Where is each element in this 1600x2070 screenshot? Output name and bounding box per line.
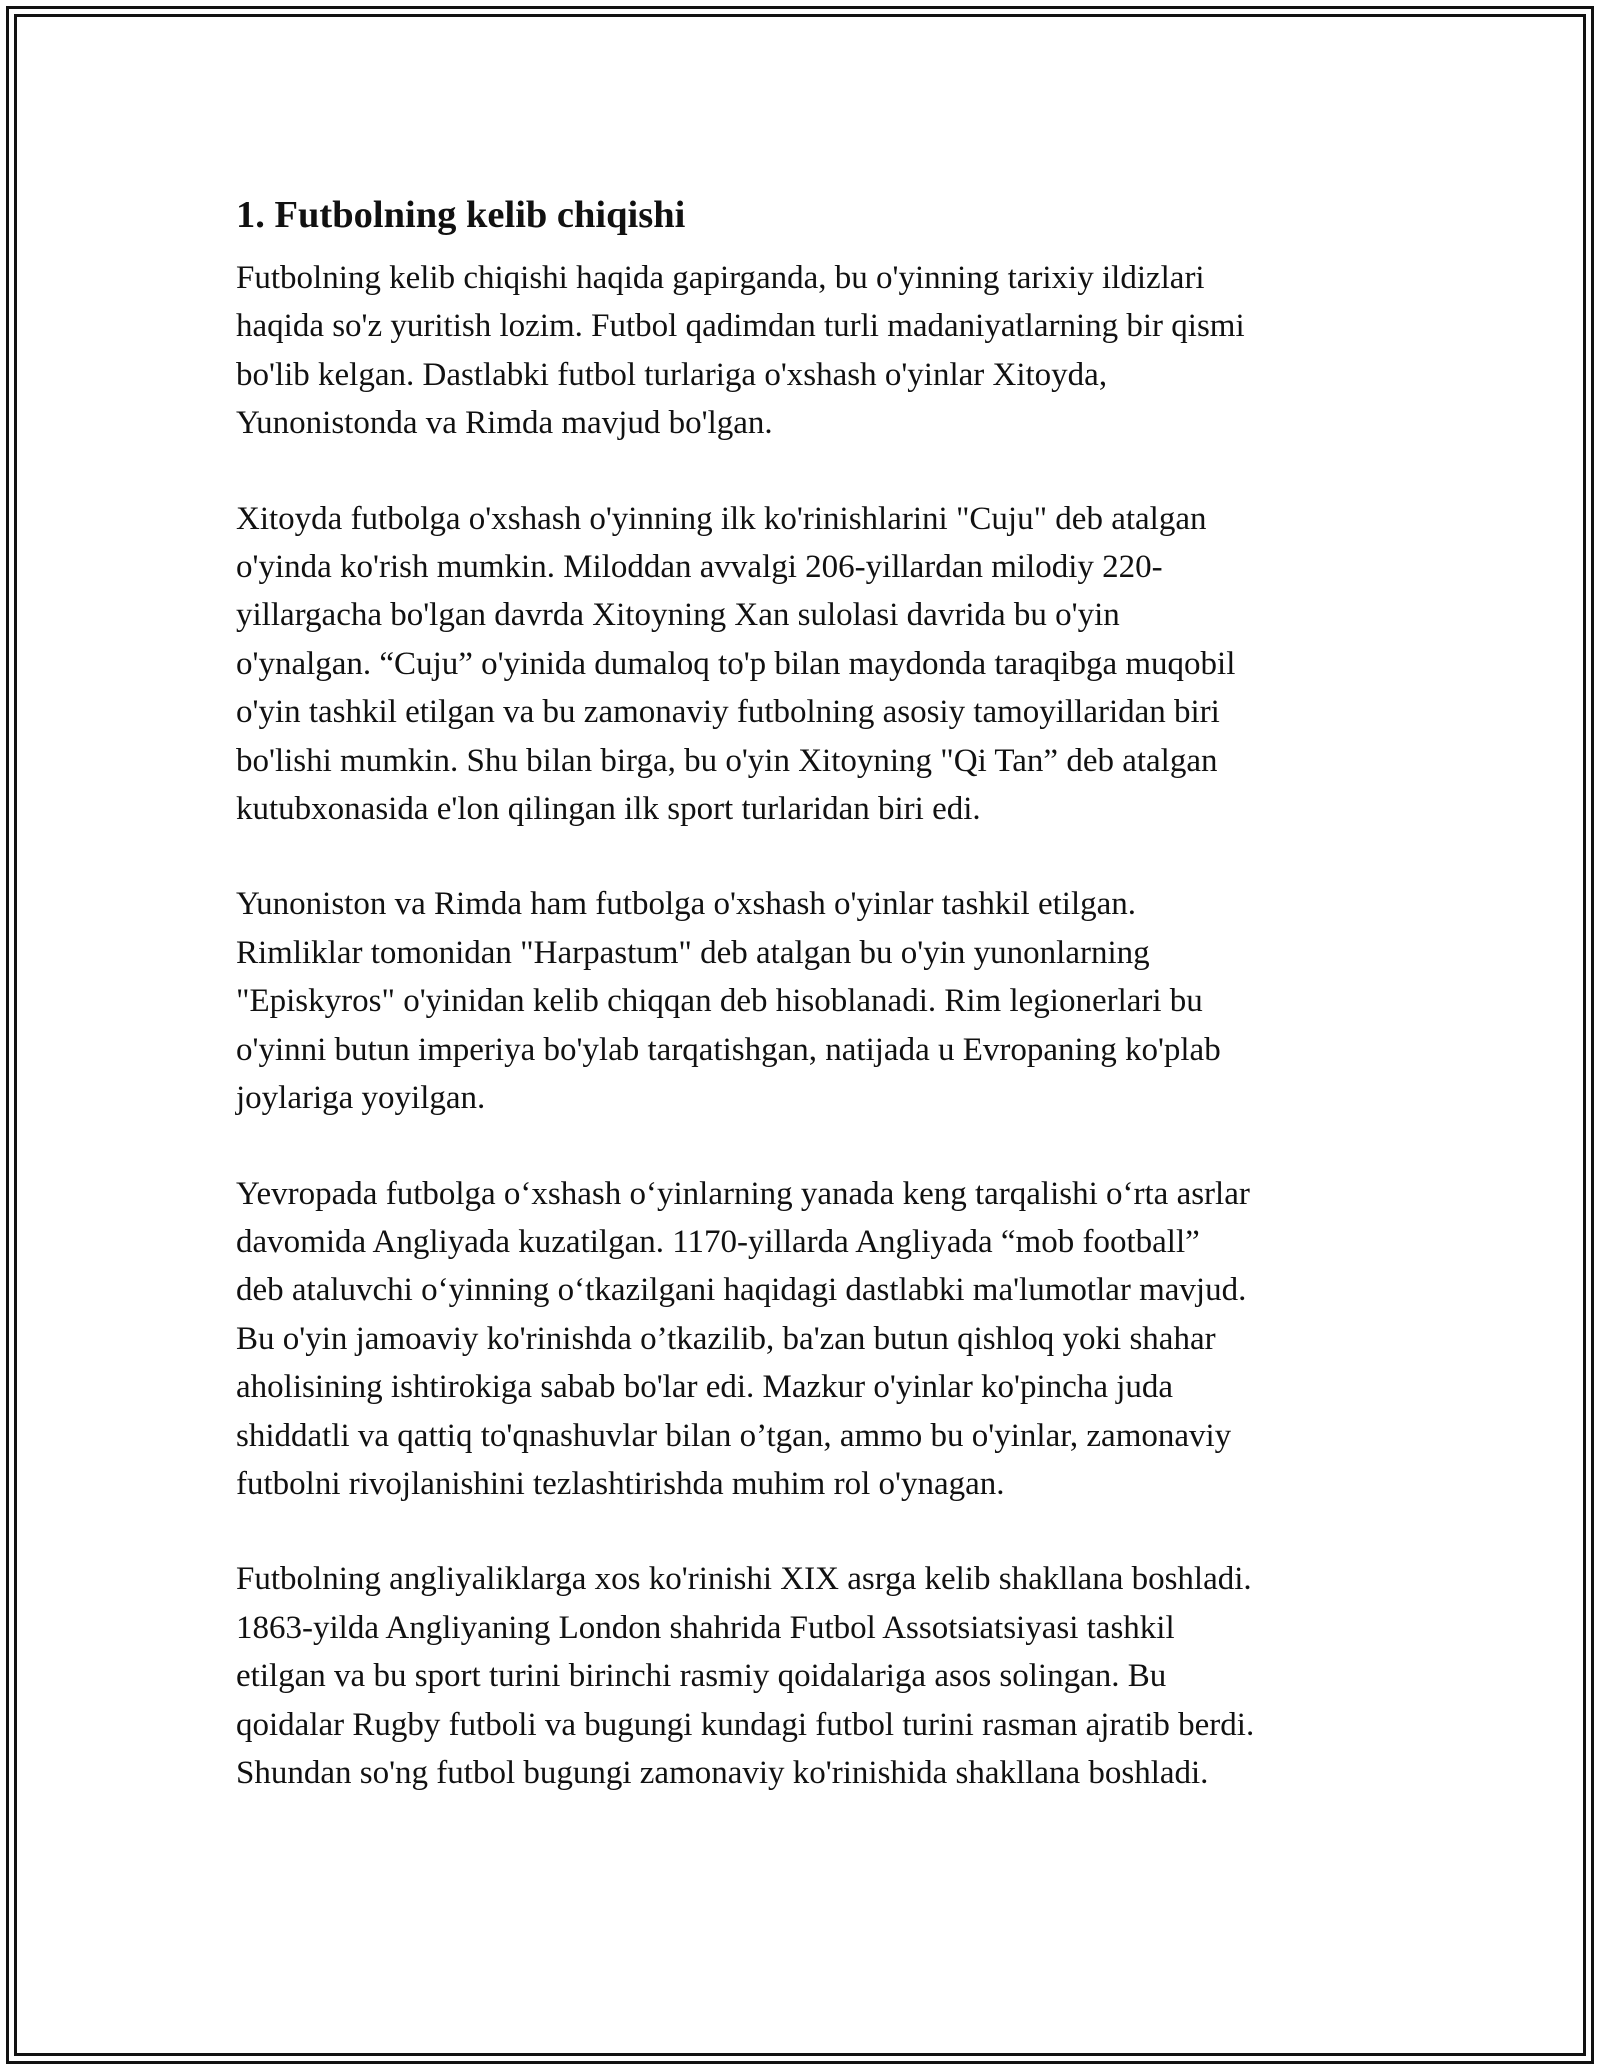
paragraph-line: davomida Angliyada kuzatilgan. 1170-yillarda Angliyada “mob football” <box>236 1223 1200 1260</box>
paragraph-line: o'yin tashkil etilgan va bu zamonaviy futbolning asosiy tamoyillaridan biri <box>236 694 1220 731</box>
paragraph-line: etilgan va bu sport turini birinchi rasmiy qoidalariga asos solingan. Bu <box>236 1658 1167 1695</box>
paragraph-origins <box>236 254 1371 448</box>
paragraph-line: qoidalar Rugby futboli va bugungi kundagi futbol turini rasman ajratib berdi. <box>236 1706 1255 1743</box>
paragraph-line: Rimliklar tomonidan "Harpastum" deb atalgan bu o'yin yunonlarning <box>236 934 1150 971</box>
paragraph-line: Yevropada futbolga oʻxshash oʻyinlarning yanada keng tarqalishi oʻrta asrlar <box>236 1175 1250 1212</box>
paragraph-line: aholisining ishtirokiga sabab bo'lar edi. Mazkur o'yinlar ko'pincha juda <box>236 1369 1174 1406</box>
paragraph-line: bo'lishi mumkin. Shu bilan birga, bu o'yin Xitoyning "Qi Tan” deb atalgan <box>236 742 1218 779</box>
paragraph-line: deb ataluvchi oʻyinning oʻtkazilgani haqidagi dastlabki ma'lumotlar mavjud. <box>236 1272 1247 1309</box>
paragraph-line: "Episkyros" o'yinidan kelib chiqqan deb hisoblanadi. Rim legionerlari bu <box>236 983 1203 1020</box>
paragraph-line: Futbolning angliyaliklarga xos ko'rinishi XIX asrga kelib shakllana boshladi. <box>236 1561 1252 1598</box>
paragraph-line: Yunonistonda va Rimda mavjud bo'lgan. <box>236 405 773 442</box>
document-body <box>236 190 1371 1844</box>
paragraph-line: Yunoniston va Rimda ham futbolga o'xshash o'yinlar tashkil etilgan. <box>236 886 1137 923</box>
paragraph-line: o'yinda ko'rish mumkin. Miloddan avvalgi 206-yillardan milodiy 220- <box>236 549 1163 586</box>
paragraph-line: shiddatli va qattiq to'qnashuvlar bilan o’tgan, ammo bu o'yinlar, zamonaviy <box>236 1417 1232 1454</box>
paragraph-line: o'ynalgan. “Cuju” o'yinida dumaloq to'p bilan maydonda taraqibga muqobil <box>236 645 1236 682</box>
paragraph-line: futbolni rivojlanishini tezlashtirishda muhim rol o'ynagan. <box>236 1465 1005 1502</box>
paragraph-line: kutubxonasida e'lon qilingan ilk sport turlaridan biri edi. <box>236 791 981 828</box>
paragraph-line: Bu o'yin jamoaviy ko'rinishda o’tkazilib, ba'zan butun qishloq yoki shahar <box>236 1320 1216 1357</box>
paragraph-line: o'yinni butun imperiya bo'ylab tarqatishgan, natijada u Evropaning ko'plab <box>236 1031 1221 1068</box>
paragraph-medieval-europe <box>236 1170 1371 1509</box>
paragraph-line: Futbolning kelib chiqishi haqida gapirganda, bu o'yinning tarixiy ildizlari <box>236 260 1205 296</box>
paragraph-line: bo'lib kelgan. Dastlabki futbol turlariga o'xshash o'yinlar Xitoyda, <box>236 356 1108 393</box>
paragraph-line: 1863-yilda Angliyaning London shahrida Futbol Assotsiatsiyasi tashkil <box>236 1609 1175 1646</box>
paragraph-line: haqida so'z yuritish lozim. Futbol qadimdan turli madaniyatlarning bir qismi <box>236 308 1245 345</box>
section-heading: 1. Futbolning kelib chiqishi <box>236 194 686 236</box>
paragraph-modern-england <box>236 1555 1371 1797</box>
paragraph-line: yillargacha bo'lgan davrda Xitoyning Xan sulolasi davrida bu o'yin <box>236 597 1120 634</box>
paragraph-greece-rome <box>236 880 1371 1122</box>
paragraph-line: Xitoyda futbolga o'xshash o'yinning ilk ko'rinishlarini "Cuju" deb atalgan <box>236 500 1207 537</box>
paragraph-china-cuju <box>236 495 1371 834</box>
paragraph-line: Shundan so'ng futbol bugungi zamonaviy ko'rinishida shakllana boshladi. <box>236 1754 1209 1791</box>
paragraph-line: joylariga yoyilgan. <box>236 1080 486 1117</box>
